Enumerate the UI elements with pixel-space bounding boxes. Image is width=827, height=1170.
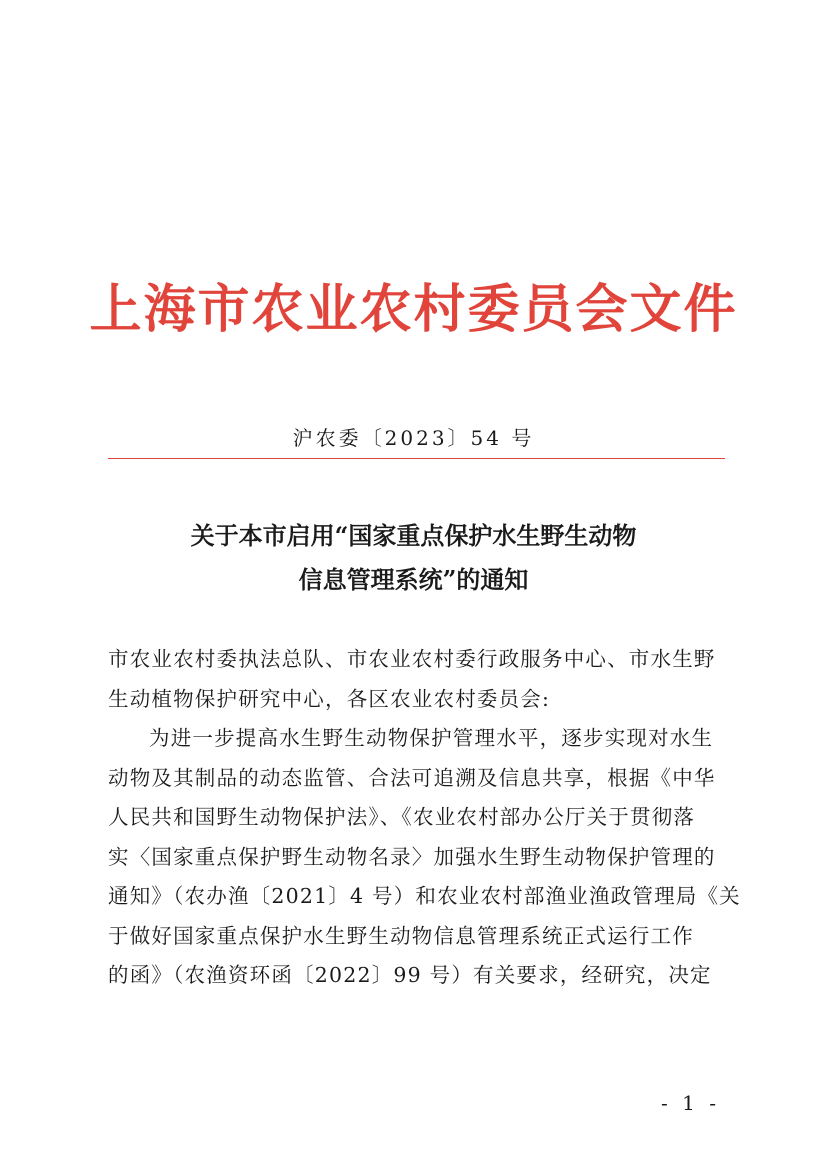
paragraph-line: 为进一步提高水生野生动物保护管理水平，逐步实现对水生 [149,726,714,750]
paragraph-line: 于做好国家重点保护水生野生动物信息管理系统正式运行工作 [108,923,694,948]
paragraph-line: 实〈国家重点保护野生动物名录〉加强水生野生动物保护管理的 [108,844,716,869]
document-masthead: 上海市农业农村委员会文件 [89,279,738,340]
paragraph-line: 通知》（农办渔〔2021〕4 号）和农业农村部渔业渔政管理局《关 [108,884,741,908]
document-title [0,514,827,602]
page-number: - 1 - [661,1091,720,1115]
title-line-2: 信息管理系统”的通知 [298,565,529,594]
paragraph-line: 人民共和国野生动物保护法》、《农业农村部办公厅关于贯彻落 [108,805,696,829]
paragraph-line: 动物及其制品的动态监管、合法可追溯及信息共享，根据《中华 [108,765,716,790]
recipients-line-1: 市农业农村委执法总队、市农业农村委行政服务中心、市水生野 [108,647,716,671]
recipients-line-2: 生动植物保护研究中心，各区农业农村委员会: [108,686,551,711]
paragraph-line: 的函》（农渔资环函〔2022〕99 号）有关要求，经研究，决定 [108,963,712,987]
document-body [108,640,741,996]
red-divider-rule [108,458,725,459]
document-number: 沪农委〔2023〕54 号 [292,426,535,450]
title-line-1: 关于本市启用“国家重点保护水生野生动物 [190,521,637,550]
